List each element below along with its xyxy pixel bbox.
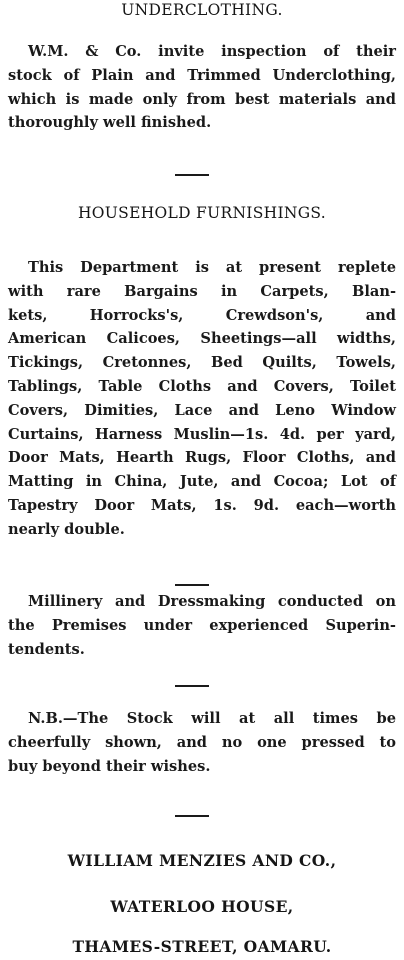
household-paragraph [8, 256, 396, 542]
paragraph-line: Tablings, Table Cloths and Covers, Toilet [8, 377, 396, 395]
paragraph-line: the Premises under experienced Superin- [8, 616, 396, 634]
paragraph-line: American Calicoes, Sheetings—all widths, [8, 330, 396, 348]
paragraph-line: with rare Bargains in Carpets, Blan- [8, 282, 396, 300]
section-divider [175, 815, 209, 817]
paragraph-line: thoroughly well finished. [8, 114, 212, 132]
paragraph-line: N.B.—The Stock will at all times be [28, 710, 396, 727]
paragraph-line: buy beyond their wishes. [8, 757, 211, 775]
section-divider [175, 174, 209, 176]
section-divider [175, 584, 209, 586]
signature-house-name: WATERLOO HOUSE, [110, 897, 294, 916]
paragraph-line: tendents. [8, 640, 85, 658]
underclothing-heading: UNDERCLOTHING. [121, 1, 283, 19]
paragraph-line: nearly double. [8, 520, 125, 538]
paragraph-line: Curtains, Harness Muslin—1s. 4d. per yard, [8, 425, 396, 443]
paragraph-line: Matting in China, Jute, and Cocoa; Lot of [8, 473, 396, 491]
paragraph-line: Tapestry Door Mats, 1s. 9d. each—worth [8, 496, 396, 514]
paragraph-line: Door Mats, Hearth Rugs, Floor Cloths, and [8, 449, 396, 467]
underclothing-paragraph [8, 40, 396, 135]
paragraph-line: Covers, Dimities, Lace and Leno Window [8, 401, 396, 419]
paragraph-line: This Department is at present replete [28, 259, 396, 276]
millinery-paragraph [8, 590, 396, 661]
household-heading: HOUSEHOLD FURNISHINGS. [77, 204, 327, 222]
paragraph-line: Tickings, Cretonnes, Bed Quilts, Towels, [8, 354, 396, 372]
signature-company-name: WILLIAM MENZIES AND CO., [67, 851, 337, 870]
paragraph-line: cheerfully shown, and no one pressed to [8, 733, 396, 751]
paragraph-line: which is made only from best materials and [8, 90, 396, 108]
paragraph-line: Millinery and Dressmaking conducted on [28, 593, 396, 610]
paragraph-line: W.M. & Co. invite inspection of their [28, 43, 396, 60]
nb-paragraph [8, 707, 396, 778]
section-divider [175, 685, 209, 687]
paragraph-line: stock of Plain and Trimmed Underclothing, [8, 66, 396, 84]
paragraph-line: kets, Horrocks's, Crewdson's, and [8, 306, 396, 324]
signature-address: THAMES-STREET, OAMARU. [72, 937, 332, 956]
